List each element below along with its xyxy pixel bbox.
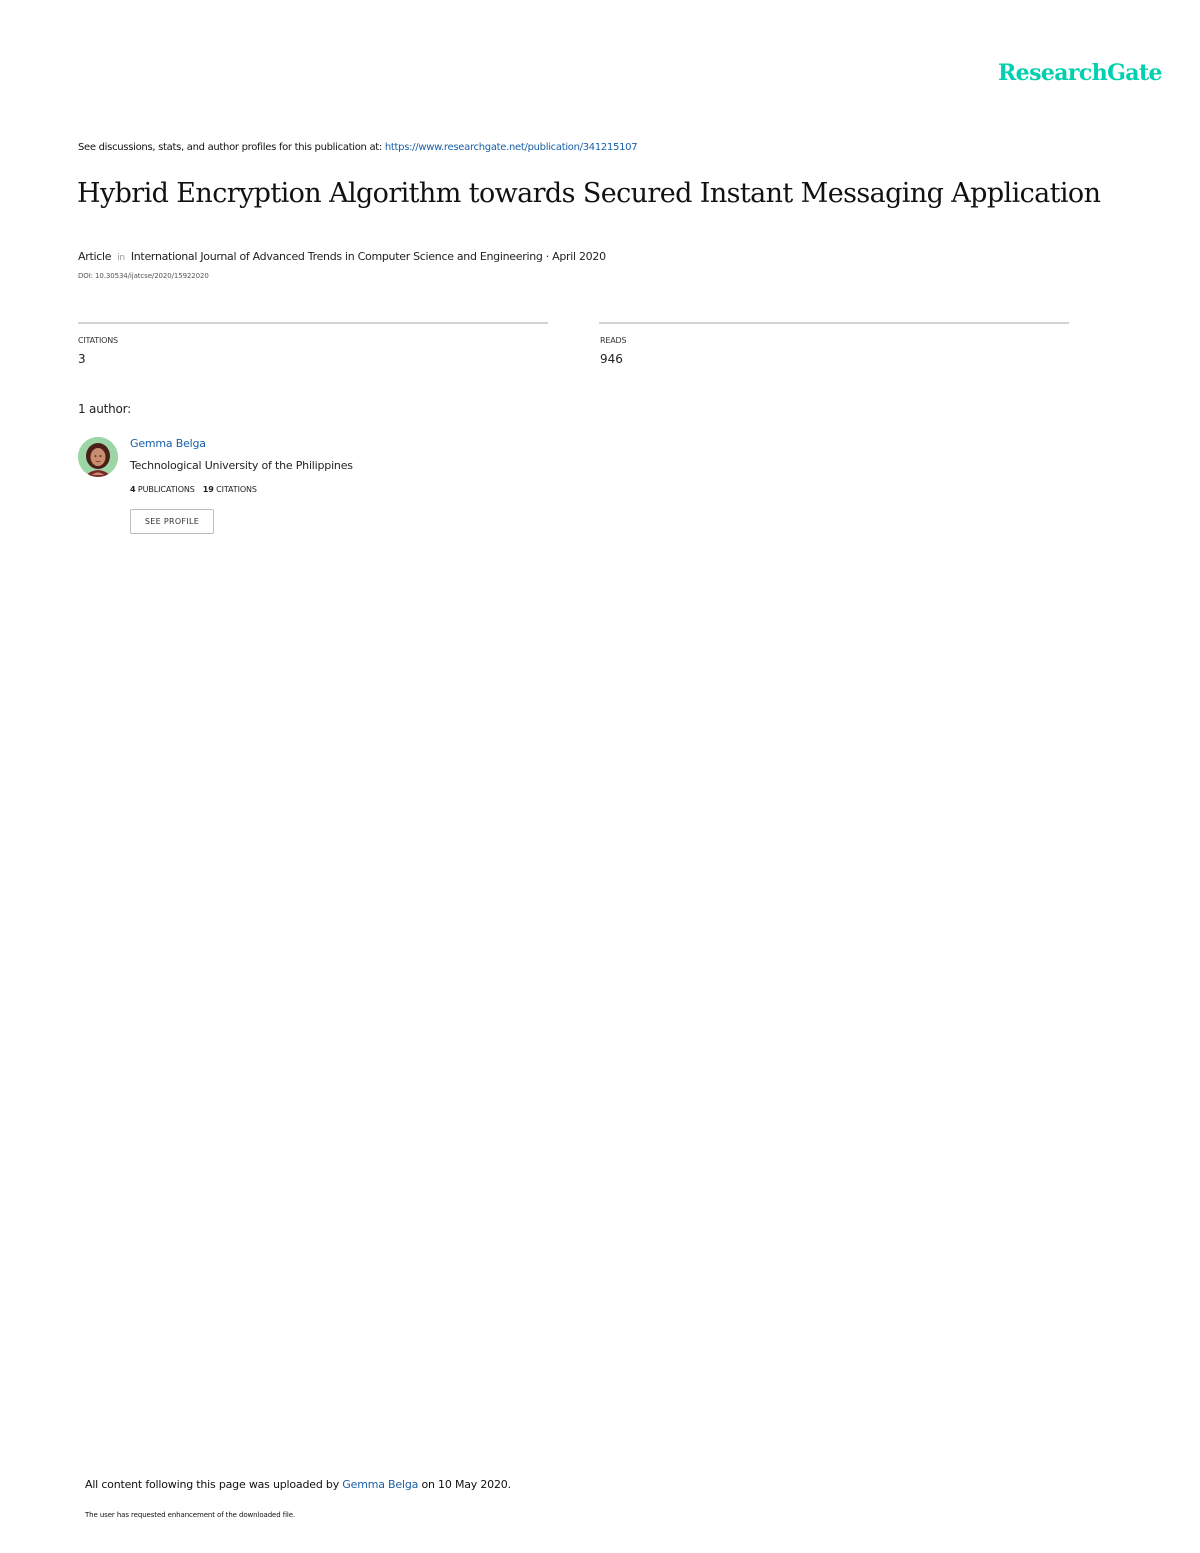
author-citations-count: 19 (202, 485, 214, 494)
discussion-line (78, 142, 637, 153)
author-publications-count: 4 (130, 485, 136, 494)
in-label: in (117, 253, 125, 263)
citations-divider (78, 322, 548, 324)
discussion-prefix: See discussions, stats, and author profiles for this publication at: (78, 142, 385, 153)
author-name-link[interactable]: Gemma Belga (130, 437, 206, 450)
upload-notice (85, 1478, 511, 1491)
author-institution: Technological University of the Philippines (130, 459, 353, 472)
reads-value: 946 (600, 352, 623, 366)
upload-suffix: on 10 May 2020. (418, 1478, 511, 1491)
author-publications-label: PUBLICATIONS (137, 485, 195, 494)
article-type: Article (78, 250, 112, 263)
author-photo-icon (78, 437, 118, 477)
citations-label: CITATIONS (78, 336, 118, 345)
reads-label: READS (600, 336, 627, 345)
upload-prefix: All content following this page was uploaded by (85, 1478, 343, 1491)
author-stats (130, 485, 257, 494)
citations-value: 3 (78, 352, 86, 366)
researchgate-logo[interactable]: ResearchGate (998, 60, 1162, 86)
author-avatar[interactable] (78, 437, 118, 477)
publication-meta (78, 250, 606, 263)
author-citations-label: CITATIONS (216, 485, 257, 494)
enhancement-note: The user has requested enhancement of the downloaded file. (85, 1511, 296, 1519)
venue-and-date: International Journal of Advanced Trends in Computer Science and Engineering · April 2020 (130, 250, 606, 263)
authors-heading: 1 author: (78, 402, 132, 416)
doi: DOI: 10.30534/ijatcse/2020/15922020 (78, 272, 209, 280)
page-title: Hybrid Encryption Algorithm towards Secured Instant Messaging Application (77, 178, 1101, 209)
see-profile-button[interactable]: SEE PROFILE (130, 509, 214, 534)
uploader-link[interactable]: Gemma Belga (342, 1478, 419, 1491)
publication-link[interactable]: https://www.researchgate.net/publication/341215107 (384, 142, 638, 153)
reads-divider (599, 322, 1069, 324)
